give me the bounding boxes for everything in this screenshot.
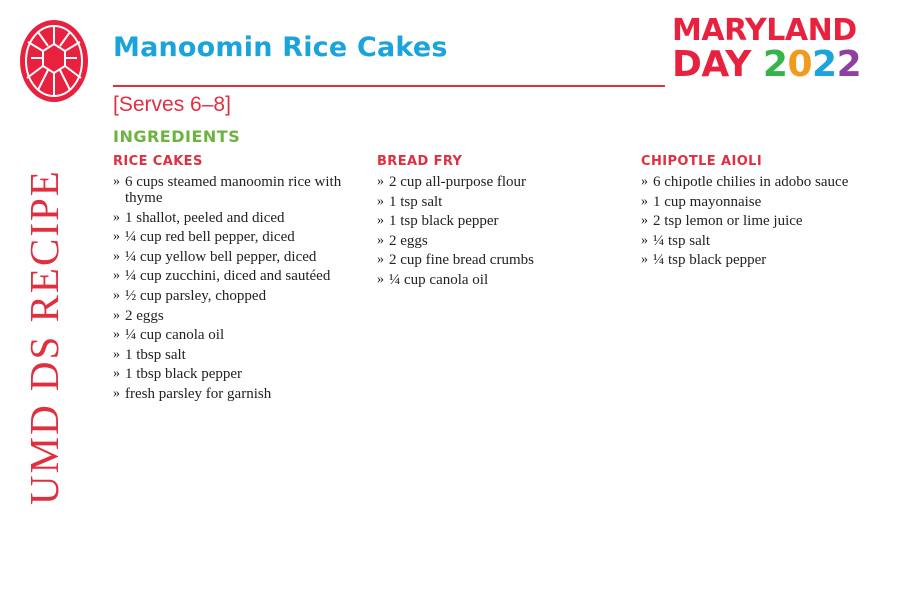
column-heading: RICE CAKES — [113, 154, 203, 169]
list-item: » 2 cup fine bread crumbs — [377, 252, 534, 269]
list-item: » ¼ cup red bell pepper, diced — [113, 229, 295, 246]
list-item: » 1 shallot, peeled and diced — [113, 209, 285, 226]
column-heading: CHIPOTLE AIOLI — [641, 154, 763, 169]
bullet-icon: » — [113, 209, 120, 225]
bullet-icon: » — [113, 174, 120, 189]
ingredient-column-rice-cakes — [113, 154, 353, 406]
logo-year-digit: 0 — [787, 44, 813, 85]
list-item: » 2 eggs — [377, 232, 428, 249]
bullet-icon: » — [113, 268, 120, 284]
title-divider — [113, 85, 665, 87]
list-item: » 1 tsp salt — [377, 193, 443, 210]
bullet-icon: » — [113, 327, 120, 343]
bullet-icon: » — [113, 287, 120, 303]
ingredients-heading: INGREDIENTS — [113, 127, 241, 146]
list-item: » 1 tsp black pepper — [377, 213, 499, 230]
recipe-title: Manoomin Rice Cakes — [113, 32, 448, 63]
ingredient-list — [641, 174, 891, 268]
bullet-icon: » — [641, 174, 648, 189]
logo-year-digit: 2 — [812, 44, 837, 85]
bullet-icon: » — [377, 213, 384, 229]
maryland-day-logo — [672, 13, 884, 85]
bullet-icon: » — [113, 307, 120, 323]
logo-day-word: DAY — [672, 44, 751, 85]
bullet-icon: » — [377, 174, 384, 189]
bullet-icon: » — [641, 252, 648, 268]
bullet-icon: » — [641, 213, 648, 229]
list-item: » ¼ cup canola oil — [113, 327, 225, 344]
list-item: » ¼ cup canola oil — [377, 271, 489, 288]
bullet-icon: » — [113, 248, 120, 264]
serves-text: [Serves 6–8] — [113, 93, 231, 116]
list-item: » ¼ tsp black pepper — [641, 252, 767, 269]
ingredient-column-chipotle-aioli — [641, 154, 891, 272]
logo-line-maryland: MARYLAND — [672, 13, 857, 48]
bullet-icon: » — [377, 232, 384, 248]
ingredient-list — [377, 174, 627, 288]
bullet-icon: » — [377, 193, 384, 209]
side-label: UMD DS RECIPE — [21, 169, 67, 505]
list-item: » 1 tbsp black pepper — [113, 366, 243, 383]
list-item: » ¼ cup yellow bell pepper, diced — [113, 248, 317, 265]
logo-line-day-year — [672, 44, 884, 85]
list-item: » ½ cup parsley, chopped — [113, 287, 267, 304]
list-item: » 2 cup all-purpose flour — [377, 174, 527, 190]
list-item: » ¼ tsp salt — [641, 232, 711, 249]
list-item: » 1 tbsp salt — [113, 346, 186, 363]
list-item: » fresh parsley for garnish — [113, 385, 272, 402]
list-item: » 6 chipotle chilies in adobo sauce — [641, 174, 849, 190]
ingredient-column-bread-fry — [377, 154, 627, 292]
column-heading: BREAD FRY — [377, 154, 463, 169]
bullet-icon: » — [377, 271, 384, 287]
list-item: » 2 eggs — [113, 307, 164, 324]
list-item: » 6 cups steamed manoomin rice with thyme — [113, 174, 342, 206]
bullet-icon: » — [113, 385, 120, 401]
bullet-icon: » — [113, 229, 120, 245]
list-item: » ¼ cup zucchini, diced and sautéed — [113, 268, 331, 285]
bullet-icon: » — [113, 346, 120, 362]
bullet-icon: » — [641, 193, 648, 209]
logo-year-digit: 2 — [836, 44, 862, 85]
list-item: » 1 cup mayonnaise — [641, 193, 762, 210]
logo-year-digit: 2 — [762, 44, 788, 85]
bullet-icon: » — [377, 252, 384, 268]
list-item: » 2 tsp lemon or lime juice — [641, 213, 803, 230]
bullet-icon: » — [641, 232, 648, 248]
turtle-shell-icon — [18, 18, 90, 104]
ingredient-list — [113, 174, 353, 402]
bullet-icon: » — [113, 366, 120, 382]
